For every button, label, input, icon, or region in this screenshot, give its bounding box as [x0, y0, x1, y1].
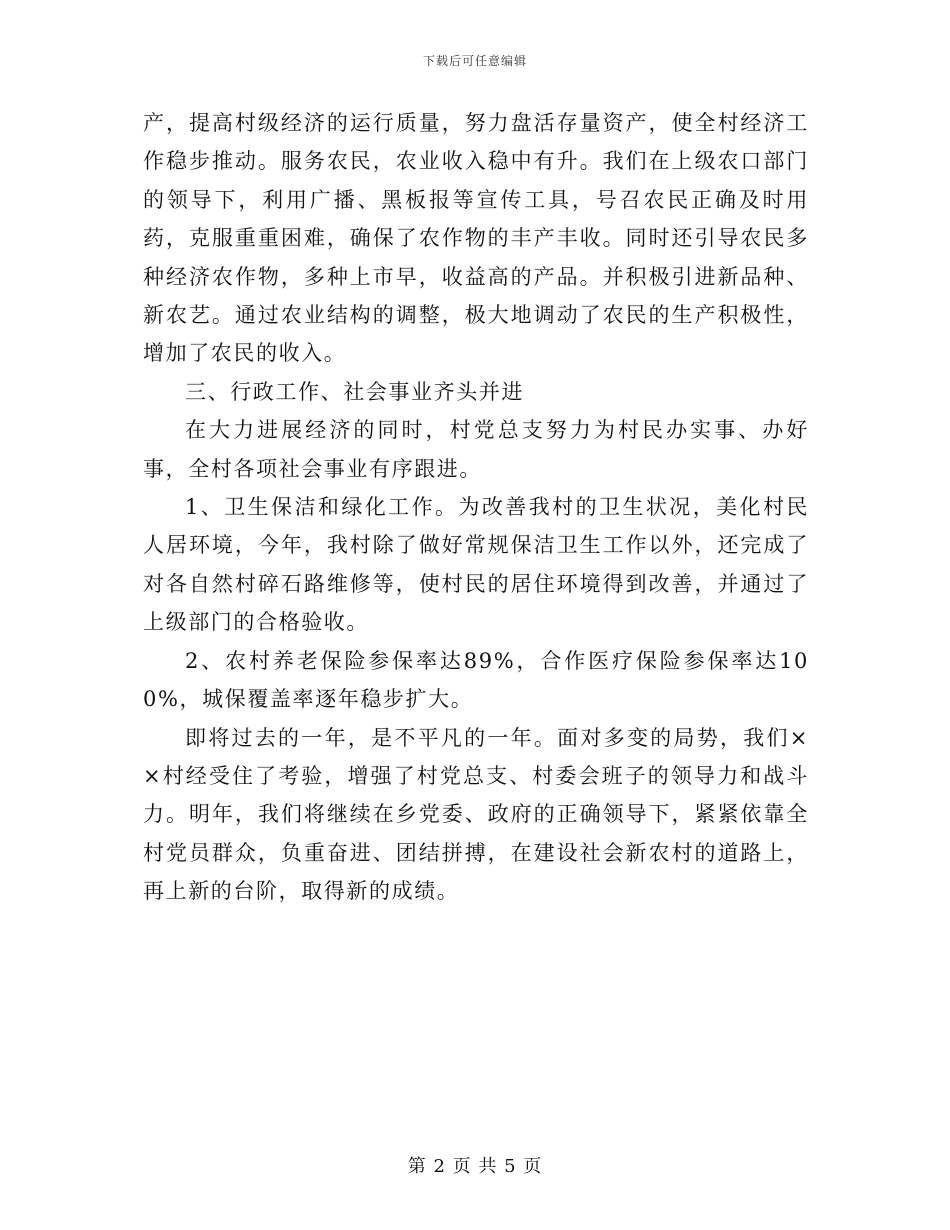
paragraph-conclusion: 即将过去的一年，是不平凡的一年。面对多变的局势，我们××村经受住了考验，增强了村党总支、村委会班子的领导力和战斗力。明年，我们将继续在乡党委、政府的正确领导下，紧紧依靠全村党员群众，负重奋进、团结拼搏，在建设社会新农村的道路上，再上新的台阶，取得新的成绩。 [143, 725, 809, 904]
paragraph-social-affairs: 在大力进展经济的同时，村党总支努力为村民办实事、办好事，全村各项社会事业有序跟进。 [143, 418, 809, 481]
section-heading-administration: 三、行政工作、社会事业齐头并进 [185, 379, 524, 404]
paragraph-insurance: 2、农村养老保险参保率达89%，合作医疗保险参保率达100%，城保覆盖率逐年稳步扩大。 [143, 648, 809, 712]
page-footer: 第 2 页 共 5 页 [407, 1156, 543, 1177]
paragraph-sanitation: 1、卫生保洁和绿化工作。为改善我村的卫生状况，美化村民人居环境，今年，我村除了做好常规保洁卫生工作以外，还完成了对各自然村碎石路维修等，使村民的居住环境得到改善，并通过了上级部门的合格验收。 [143, 495, 809, 635]
paragraph-economy: 产，提高村级经济的运行质量，努力盘活存量资产，使全村经济工作稳步推动。服务农民，农业收入稳中有升。我们在上级农口部门的领导下，利用广播、黑板报等宣传工具，号召农民正确及时用药，克服重重困难，确保了农作物的丰产丰收。同时还引导农民多种经济农作物，多种上市早，收益高的产品。并积极引进新品种、新农艺。通过农业结构的调整，极大地调动了农民的生产积极性，增加了农民的收入。 [143, 111, 809, 366]
document-body [143, 104, 809, 911]
page-header: 下载后可任意编辑 [422, 54, 527, 68]
